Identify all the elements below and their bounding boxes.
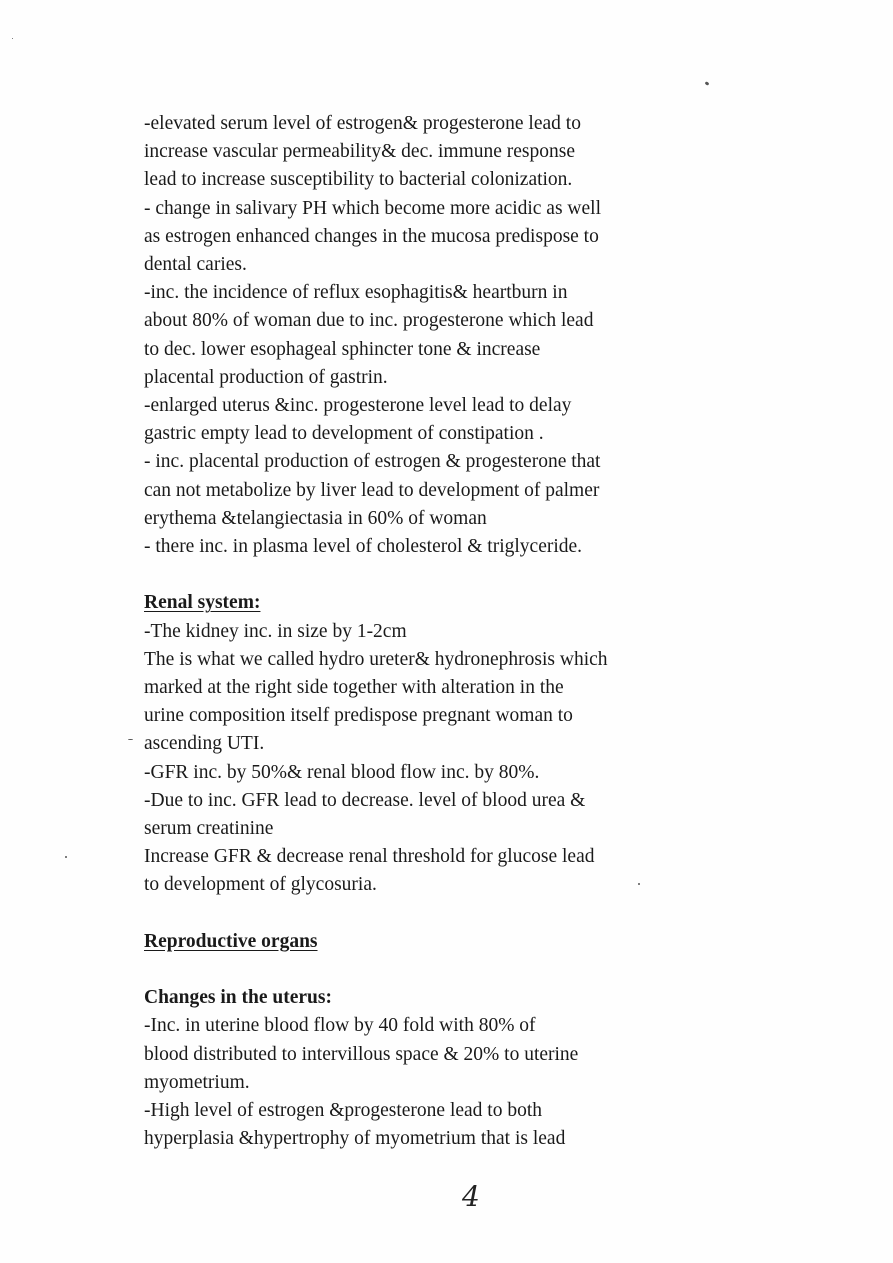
text-line: can not metabolize by liver lead to development of palmer	[144, 479, 600, 501]
text-line: - inc. placental production of estrogen & progesterone that	[144, 451, 601, 473]
scan-speck	[705, 81, 710, 86]
text-line: about 80% of woman due to inc. progesterone which lead	[144, 310, 594, 332]
text-line: -Due to inc. GFR lead to decrease. level of blood urea &	[144, 789, 586, 811]
text-line: gastric empty lead to development of constipation .	[144, 423, 544, 445]
text-line: blood distributed to intervillous space & 20% to uterine	[144, 1043, 579, 1065]
body-text	[144, 110, 654, 1153]
text-line: hyperplasia &hypertrophy of myometrium that is lead	[144, 1128, 566, 1150]
renal-system-heading: Renal system:	[144, 592, 261, 614]
scan-speck	[638, 883, 640, 885]
text-line: -inc. the incidence of reflux esophagitis& heartburn in	[144, 282, 568, 304]
scan-speck	[12, 38, 13, 39]
text-line: as estrogen enhanced changes in the mucosa predispose to	[144, 225, 599, 247]
text-line: serum creatinine	[144, 818, 274, 840]
text-line: The is what we called hydro ureter& hydronephrosis which	[144, 648, 608, 670]
text-line: placental production of gastrin.	[144, 366, 388, 388]
text-line: -elevated serum level of estrogen& progesterone lead to	[144, 113, 581, 134]
text-line: to dec. lower esophageal sphincter tone & increase	[144, 338, 541, 360]
text-line: myometrium.	[144, 1071, 250, 1093]
page-number: 4	[462, 1180, 480, 1213]
text-line: urine composition itself predispose pregnant woman to	[144, 705, 573, 727]
text-line: -Inc. in uterine blood flow by 40 fold with 80% of	[144, 1015, 536, 1037]
text-line: ascending UTI.	[144, 733, 265, 755]
text-line: to development of glycosuria.	[144, 874, 377, 896]
text-line: lead to increase susceptibility to bacterial colonization.	[144, 169, 573, 191]
spacer	[144, 956, 654, 984]
text-line: - change in salivary PH which become more acidic as well	[144, 197, 602, 219]
text-line: Increase GFR & decrease renal threshold for glucose lead	[144, 846, 595, 868]
uterus-changes-heading: Changes in the uterus:	[144, 987, 332, 1009]
text-line: -enlarged uterus &inc. progesterone level lead to delay	[144, 395, 572, 417]
scan-speck	[128, 739, 133, 740]
spacer	[144, 561, 654, 589]
text-line: marked at the right side together with alteration in the	[144, 677, 564, 699]
text-line: -High level of estrogen &progesterone lead to both	[144, 1100, 543, 1122]
text-line: erythema &telangiectasia in 60% of woman	[144, 507, 487, 529]
text-line: increase vascular permeability& dec. immune response	[144, 141, 575, 163]
text-line: dental caries.	[144, 254, 247, 276]
reproductive-organs-heading: Reproductive organs	[144, 930, 318, 952]
scan-speck	[65, 856, 67, 858]
text-line: - there inc. in plasma level of cholesterol & triglyceride.	[144, 536, 583, 558]
spacer	[144, 900, 654, 928]
text-line: -The kidney inc. in size by 1-2cm	[144, 620, 407, 642]
text-line: -GFR inc. by 50%& renal blood flow inc. by 80%.	[144, 761, 540, 783]
